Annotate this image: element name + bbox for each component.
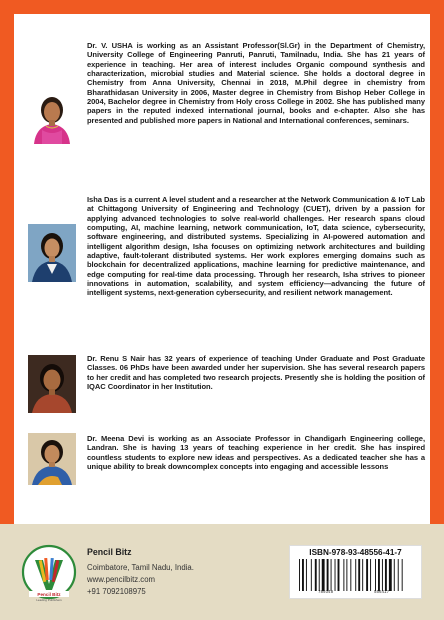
isbn-label: ISBN-978-93-48556-41-7 (309, 548, 402, 557)
barcode-bar (327, 559, 329, 591)
publisher-phone: +91 7092108975 (87, 587, 146, 596)
author-photo-isha (28, 224, 76, 282)
barcode-bar (311, 559, 312, 591)
isbn-barcode (289, 545, 422, 599)
barcode-bar (315, 559, 317, 591)
author-photo-usha (28, 86, 76, 144)
barcode-bar (331, 559, 332, 591)
barcode-bar (385, 559, 387, 591)
barcode-bar (402, 559, 403, 591)
barcode-bar (389, 559, 392, 591)
barcode-bar (355, 559, 356, 591)
barcode-left-digits: 789348 (318, 591, 334, 595)
barcode-bar (378, 559, 380, 591)
barcode-bar (394, 559, 395, 591)
logo-subtext: Leading Publishers (36, 598, 62, 602)
barcode-bar (335, 559, 336, 591)
publisher-address: Coimbatore, Tamil Nadu, India. (87, 563, 194, 572)
author-photo-meena (28, 433, 76, 485)
barcode-right-digits: 556417 (374, 591, 390, 595)
barcode-bar (302, 559, 304, 591)
barcode-bar (343, 559, 344, 591)
barcode-bar (358, 559, 360, 591)
barcode-bar (322, 559, 325, 591)
publisher-name: Pencil Bitz (87, 547, 132, 557)
barcode-bar (375, 559, 376, 591)
bio-panel (14, 14, 430, 524)
barcode-bar (338, 559, 340, 591)
bio-text-usha: Dr. V. USHA is working as an Assistant Professor(Sl.Gr) in the Department of Chemistry, University College of Engineering Panruti, Panruti, Tamilnadu, India. She has 21 years of experience in teaching. Her area of interest includes Organic compound synthesis and characterization, microbial studies and Material science. She holds a doctoral degree in Chemistry from Anna University, Chennai in 2018, M.Phil degree in chemistry from Bharathidasan University in 2006, Master degree in Chemistry from Bishop Heber College in 2004, Bachelor degree in Chemistry from Holy cross College in 2002. She has published many papers in the reputed indexed international journal, books and e-chapter. Also she has presented and published more papers in National and International conferences, seminars. (87, 41, 425, 125)
barcode-bar (346, 559, 347, 591)
barcode-bar (370, 559, 371, 591)
barcode-bars (299, 559, 414, 591)
barcode-bar (299, 559, 300, 591)
barcode-bar (382, 559, 383, 591)
barcode-bar (306, 559, 307, 591)
bio-text-renu: Dr. Renu S Nair has 32 years of experience of teaching Under Graduate and Post Graduate Classes. 06 PhDs have been awarded under her supervision. She has several research papers to her credit and has completed two research projects. Presently she is holding the position of IQAC Coordinator in her Institution. (87, 354, 425, 392)
barcode-bar (350, 559, 351, 591)
bio-text-isha: Isha Das is a current A level student and a researcher at the Network Communication & IoT Lab at Chittagong University of Engineering and Technology (CUET), driven by a passion for applying advanced technologies to solve real-world challenges. Her research spans cloud computing, AI, machine learning, network communication, IoT, data science, cybersecurity, software engineering, and distributed systems. Specializing in AI-powered automation and intelligent algorithm design, Isha focuses on optimizing network architectures and building adaptive, fault-tolerant distributed systems. Her work explores emerging domains such as blockchain for decentralized applications, machine learning for predictive maintenance, and edge computing for real-time data processing. Through her research, Isha strives to pioneer innovations in automation, scalability, and system efficiency—advancing the future of intelligent systems, next-generation cybersecurity, and resilient network management. (87, 195, 425, 298)
barcode-bar (366, 559, 368, 591)
publisher-logo (21, 544, 77, 604)
logo-text: Pencil Bitz (37, 592, 61, 597)
barcode-bar (362, 559, 363, 591)
barcode-bar (319, 559, 320, 591)
bio-text-meena: Dr. Meena Devi is working as an Associate Professor in Chandigarh Engineering college, Landran. She is having 13 years of teaching experience in her credit. She has inspired countless students to explore new ideas and perspectives. As a dedicated teacher she has a unique ability to break downcomplex concepts into engaging and accessible lessons (87, 434, 425, 472)
publisher-footer (0, 524, 444, 620)
barcode-bar (398, 559, 399, 591)
author-photo-renu (28, 355, 76, 413)
publisher-website[interactable]: www.pencilbitz.com (87, 575, 156, 584)
